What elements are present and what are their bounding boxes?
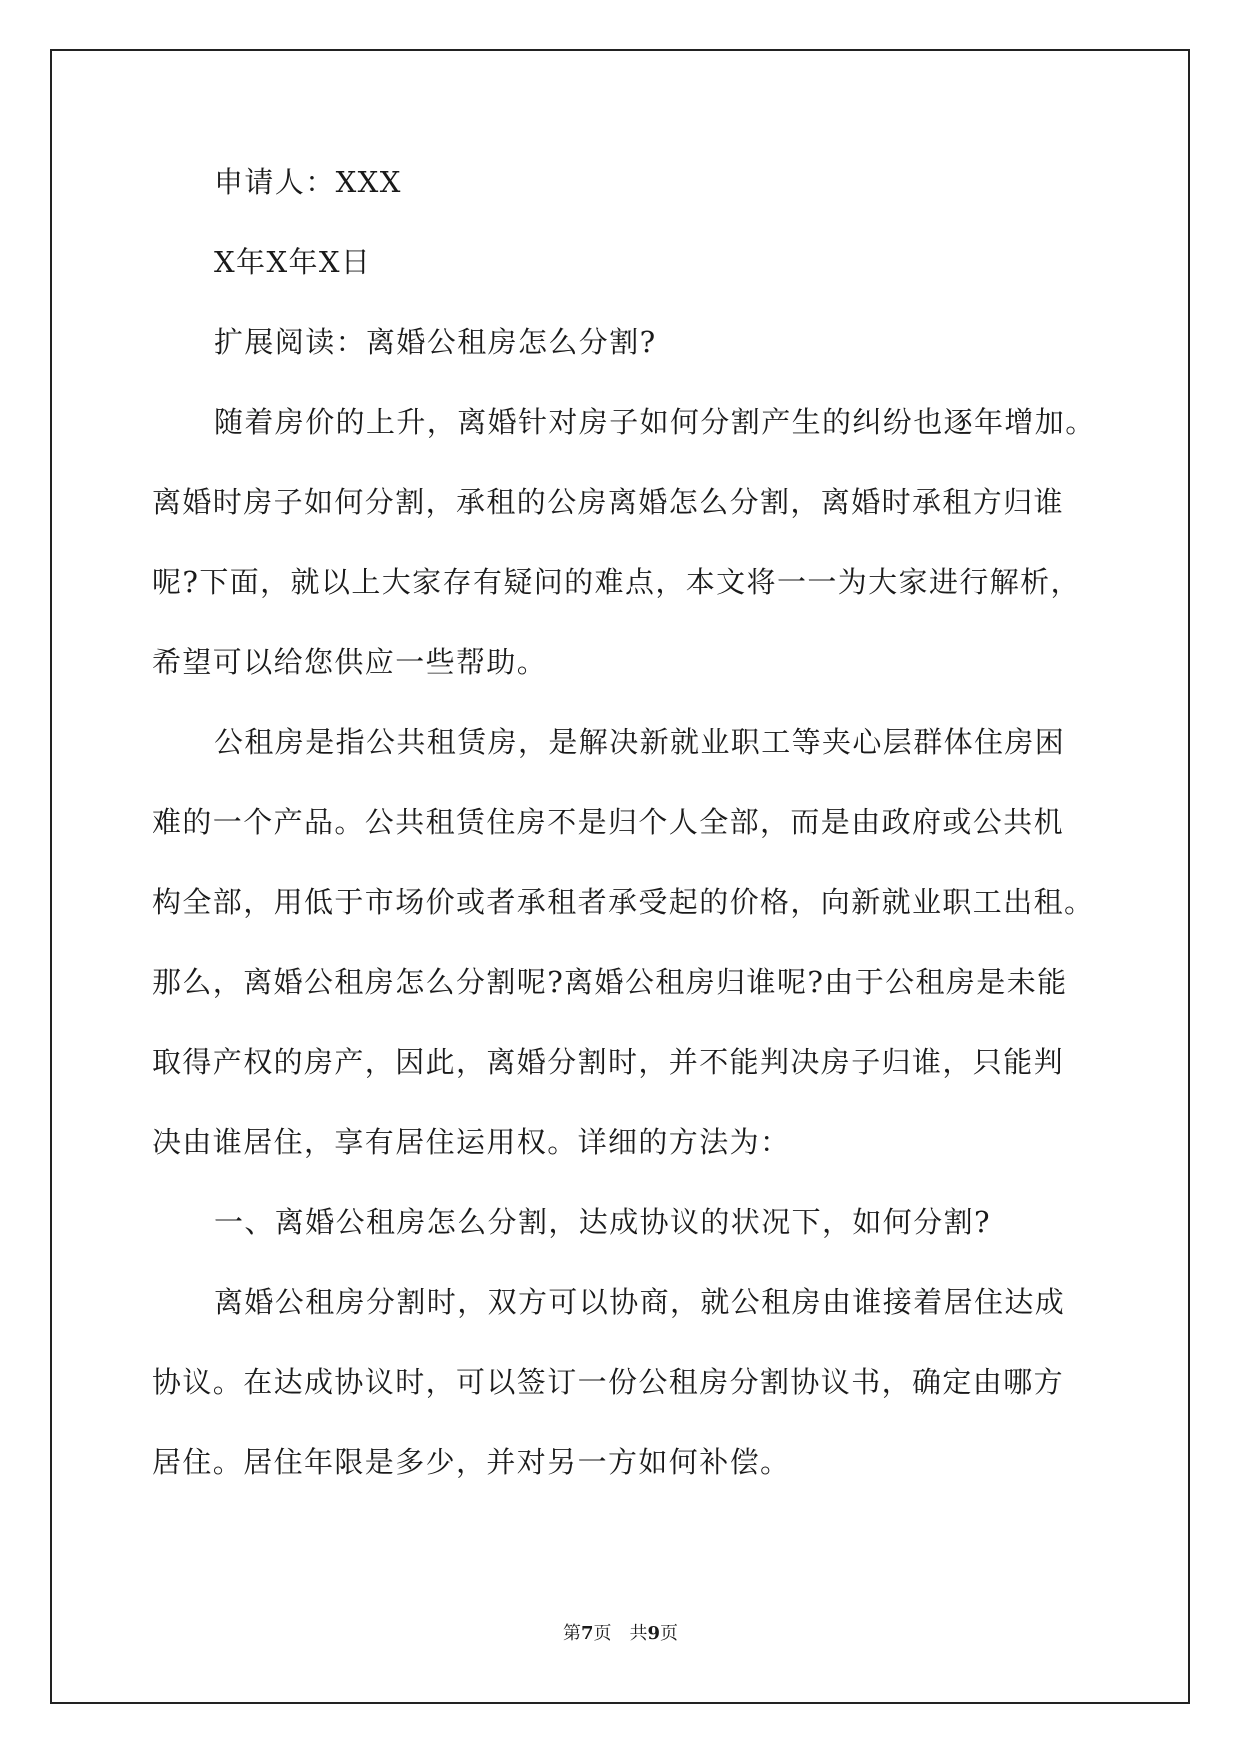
total-page-number: 9 — [647, 1623, 661, 1644]
current-page-number: 7 — [580, 1623, 594, 1644]
paragraph-line: 构全部，用低于市场价或者承租者承受起的价格，向新就业职工出租。 — [152, 885, 1095, 919]
paragraph-line: 难的一个产品。公共租赁住房不是归个人全部，而是由政府或公共机 — [152, 805, 1065, 839]
paragraph-line: 离婚公租房分割时，双方可以协商，就公租房由谁接着居住达成 — [214, 1285, 1066, 1319]
paragraph-line: 希望可以给您供应一些帮助。 — [152, 645, 548, 679]
paragraph-line: 呢?下面，就以上大家存有疑问的难点，本文将一一为大家进行解析， — [152, 565, 1081, 599]
paragraph-line: 决由谁居住，享有居住运用权。详细的方法为： — [152, 1125, 791, 1159]
page-mid: 页 — [593, 1623, 612, 1644]
paragraph-line: 取得产权的房产，因此，离婚分割时，并不能判决房子归谁，只能判 — [152, 1045, 1065, 1079]
paragraph-line: 那么，离婚公租房怎么分割呢?离婚公租房归谁呢?由于公租房是未能 — [152, 965, 1068, 999]
total-prefix: 共 — [629, 1623, 648, 1644]
extended-reading-heading: 扩展阅读：离婚公租房怎么分割? — [214, 325, 657, 359]
paragraph-line: 协议。在达成协议时，可以签订一份公租房分割协议书，确定由哪方 — [152, 1365, 1065, 1399]
paragraph-line: 随着房价的上升，离婚针对房子如何分割产生的纠纷也逐年增加。 — [214, 405, 1096, 439]
section-heading: 一、离婚公租房怎么分割，达成协议的状况下，如何分割? — [214, 1205, 991, 1239]
page-footer — [0, 1622, 1241, 1646]
applicant-line: 申请人：XXX — [214, 165, 402, 199]
paragraph-line: 公租房是指公共租赁房，是解决新就业职工等夹心层群体住房困 — [214, 725, 1066, 759]
paragraph-line: 居住。居住年限是多少，并对另一方如何补偿。 — [152, 1445, 791, 1479]
paragraph-line: 离婚时房子如何分割，承租的公房离婚怎么分割，离婚时承租方归谁 — [152, 485, 1065, 519]
total-suffix: 页 — [660, 1623, 679, 1644]
page-prefix: 第 — [562, 1623, 581, 1644]
date-line: X年X年X日 — [214, 245, 372, 279]
